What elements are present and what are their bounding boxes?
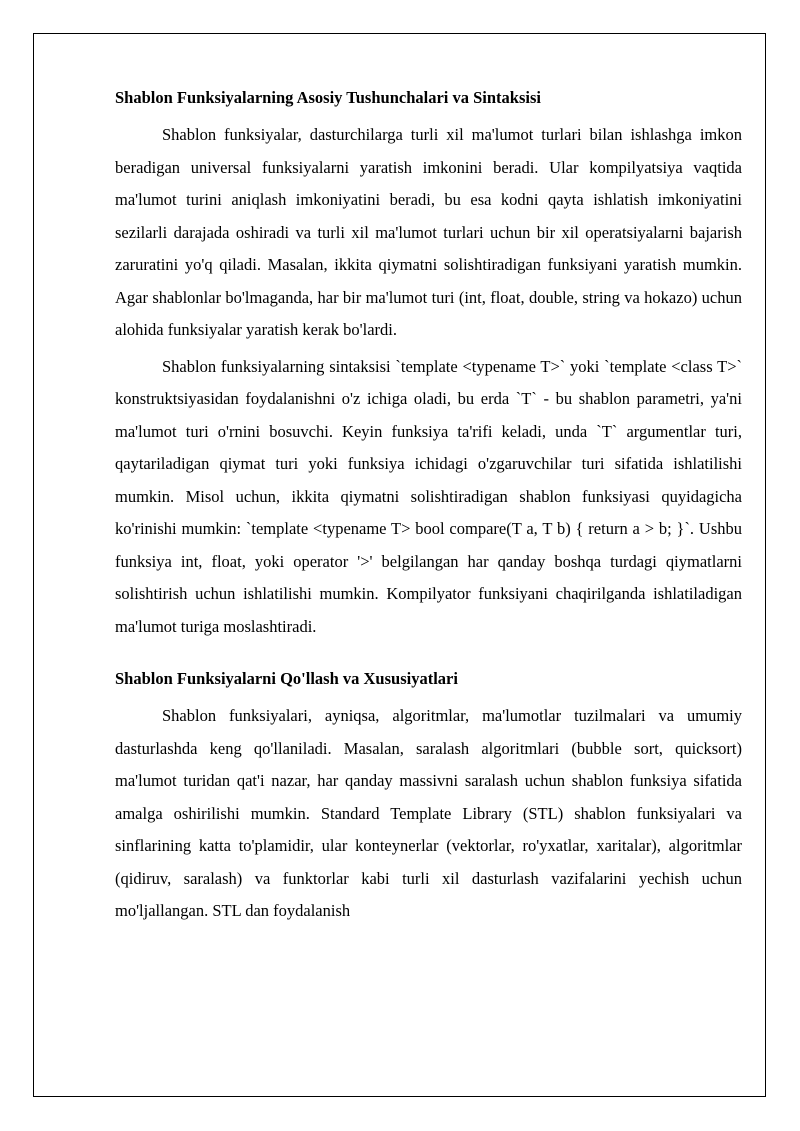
section-heading-basics: Shablon Funksiyalarning Asosiy Tushunchalari va Sintaksisi [115,88,541,107]
document-body [115,84,742,932]
paragraph-intro: Shablon funksiyalar, dasturchilarga turli xil ma'lumot turlari bilan ishlashga imkon beradigan universal funksiyalarni yaratish imkonini beradi. Ular kompilyatsiya vaqtida ma'lumot turini aniqlash imkoniyatini beradi, bu esa kodni qayta ishlatish imkoniyatini sezilarli darajada oshiradi va turli xil ma'lumot turlari uchun bir xil operatsiyalarni bajarish zaruratini yo'q qiladi. Masalan, ikkita qiymatni solishtiradigan funksiyani yaratish mumkin. Agar shablonlar bo'lmaganda, har bir ma'lumot turi (int, float, double, string va hokazo) uchun alohida funksiyalar yaratish kerak bo'lardi. [115,125,742,339]
paragraph-usage: Shablon funksiyalari, ayniqsa, algoritmlar, ma'lumotlar tuzilmalari va umumiy dasturlashda keng qo'llaniladi. Masalan, saralash algoritmlari (bubble sort, quicksort) ma'lumot turidan qat'i nazar, har qanday massivni saralash uchun shablon funksiya sifatida amalga oshirilishi mumkin. Standard Template Library (STL) shablon funksiyalari va sinflarining katta to'plamidir, ular konteynerlar (vektorlar, ro'yxatlar, xaritalar), algoritmlar (qidiruv, saralash) va funktorlar kabi turli xil dasturlash vazifalarini yechish uchun mo'ljallangan. STL dan foydalanish [115,706,742,920]
paragraph-syntax: Shablon funksiyalarning sintaksisi `template <typename T>` yoki `template <class T>` konstruktsiyasidan foydalanishni o'z ichiga oladi, bu erda `T` - bu shablon parametri, ya'ni ma'lumot turi o'rnini bosuvchi. Keyin funksiya ta'rifi keladi, unda `T` argumentlar turi, qaytariladigan qiymat turi yoki funksiya ichidagi o'zgaruvchilar turi sifatida ishlatilishi mumkin. Misol uchun, ikkita qiymatni solishtiradigan shablon funksiyasi quyidagicha ko'rinishi mumkin: `template <typename T> bool compare(T a, T b) { return a > b; }`. Ushbu funksiya int, float, yoki operator '>' belgilangan har qanday boshqa turdagi qiymatlarni solishtirish uchun ishlatilishi mumkin. Kompilyator funksiyani chaqirilganda ishlatiladigan ma'lumot turiga moslashtiradi. [115,356,742,636]
section-heading-usage: Shablon Funksiyalarni Qo'llash va Xususiyatlari [115,669,458,688]
